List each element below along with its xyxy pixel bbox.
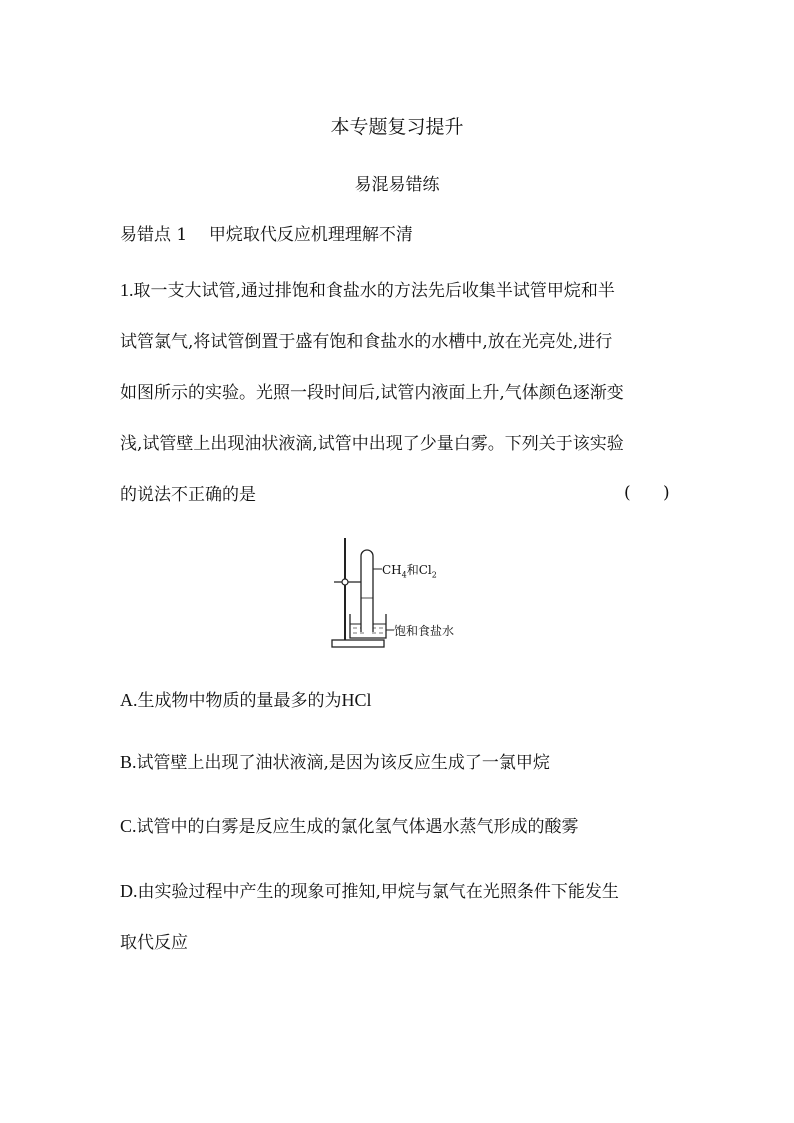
answer-parentheses: ( ) xyxy=(624,483,670,503)
gas-label-sub-2: 2 xyxy=(431,570,437,580)
section-subtitle: 易混易错练 xyxy=(354,175,440,195)
error-point-heading: 易错点 1 甲烷取代反应机理理解不清 xyxy=(120,225,413,245)
page-title: 本专题复习提升 xyxy=(330,116,464,138)
option-c-letter: C. xyxy=(120,816,137,836)
option-a-letter: A. xyxy=(120,690,138,710)
question-line-5: 的说法不正确的是 xyxy=(120,485,256,505)
option-a-formula: HCl xyxy=(341,690,372,710)
option-d xyxy=(120,877,619,902)
option-d-line-2: 取代反应 xyxy=(120,933,188,953)
option-b xyxy=(120,748,550,773)
option-c-text: 试管中的白雾是反应生成的氯化氢气体遇水蒸气形成的酸雾 xyxy=(136,817,579,837)
gas-label-sub-4: 4 xyxy=(401,570,407,580)
option-b-letter: B. xyxy=(120,752,137,772)
question-number: 1. xyxy=(120,280,134,300)
gas-label xyxy=(382,561,437,579)
option-a xyxy=(120,686,372,711)
option-b-text: 试管壁上出现了油状液滴,是因为该反应生成了一氯甲烷 xyxy=(136,753,550,773)
option-d-letter: D. xyxy=(120,881,138,901)
question-line-3: 如图所示的实验。光照一段时间后,试管内液面上升,气体颜色逐渐变 xyxy=(120,383,624,403)
question-line-4: 浅,试管壁上出现油状液滴,试管中出现了少量白雾。下列关于该实验 xyxy=(120,434,624,454)
option-d-text: 由实验过程中产生的现象可推知,甲烷与氯气在光照条件下能发生 xyxy=(137,882,619,902)
question-line-2: 试管氯气,将试管倒置于盛有饱和食盐水的水槽中,放在光亮处,进行 xyxy=(120,332,613,352)
gas-label-ch: CH xyxy=(382,563,402,577)
gas-label-mid: 和Cl xyxy=(406,563,432,577)
liquid-label: 饱和食盐水 xyxy=(394,624,455,638)
option-c xyxy=(120,812,579,837)
experiment-figure xyxy=(326,532,476,654)
question-line-1 xyxy=(120,276,615,301)
option-a-text: 生成物中物质的量最多的为 xyxy=(137,691,342,711)
question-text-1: 取一支大试管,通过排饱和食盐水的方法先后收集半试管甲烷和半 xyxy=(133,281,615,301)
